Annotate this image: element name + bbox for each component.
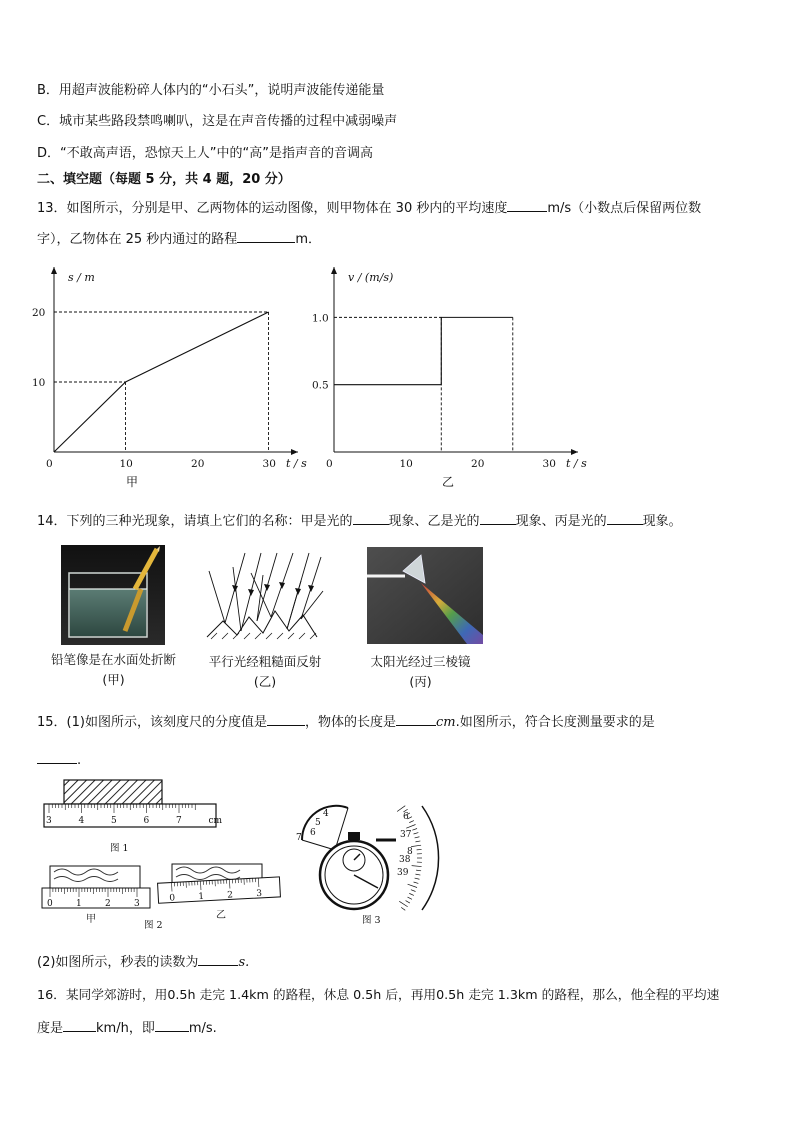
q14-text-a: 14．下列的三种光现象，请填上它们的名称：甲是光的 bbox=[37, 514, 353, 529]
prism-photo bbox=[367, 547, 483, 644]
figure-2-rulers bbox=[40, 860, 290, 935]
q15-text-d: 如图所示，秒表的读数为 bbox=[55, 955, 199, 970]
q13-line2 bbox=[37, 228, 321, 250]
q15-part1-tag: (1) bbox=[66, 715, 85, 730]
dial-mark-6: 6 bbox=[310, 828, 316, 838]
q15-end: . bbox=[77, 753, 82, 768]
q16-text-c: m/s. bbox=[188, 1021, 217, 1036]
chart-yi bbox=[310, 262, 600, 492]
scale-mark-6: 6 bbox=[403, 812, 409, 822]
figure-3-label: 图 3 bbox=[362, 915, 381, 926]
ruler-label: 7 bbox=[176, 816, 182, 826]
scale-tick bbox=[397, 806, 405, 812]
q15-part2 bbox=[37, 951, 249, 973]
figure-1-ruler bbox=[40, 775, 223, 857]
q14-text-c: 现象、丙是光的 bbox=[515, 514, 607, 529]
chart-name-label: 甲 bbox=[126, 475, 139, 489]
label-yi: 乙 bbox=[216, 910, 226, 921]
q15-text-a: 如图所示，该刻度尺的分度值是 bbox=[84, 715, 267, 730]
y-axis-arrow bbox=[51, 267, 57, 274]
scale-tick bbox=[409, 821, 414, 823]
reflected-ray bbox=[233, 567, 241, 631]
answer-blank[interactable] bbox=[155, 1017, 189, 1032]
caption-bing-label: (丙) bbox=[409, 674, 432, 689]
arrow-icon bbox=[232, 585, 238, 592]
arrow-icon bbox=[279, 582, 285, 589]
answer-blank[interactable] bbox=[607, 510, 643, 525]
scale-tick bbox=[401, 907, 405, 910]
caption-yi: 平行光经粗糙面反射 bbox=[208, 654, 322, 669]
caption-jia-label: (甲) bbox=[102, 672, 125, 687]
unit-cm: cm bbox=[436, 715, 456, 730]
surface-hatch bbox=[299, 633, 305, 639]
unit-s: s. bbox=[238, 955, 250, 970]
pencil-beaker-photo bbox=[61, 545, 165, 645]
surface-hatch bbox=[222, 633, 228, 639]
ruler-label: 3 bbox=[256, 888, 263, 900]
ruler-label: 5 bbox=[111, 816, 117, 826]
x-tick-label: 30 bbox=[262, 458, 276, 470]
ruler-label: 3 bbox=[46, 816, 52, 826]
q16-text-a: 度是 bbox=[37, 1021, 64, 1036]
answer-blank[interactable] bbox=[507, 197, 547, 212]
q14-text-d: 现象。 bbox=[642, 514, 682, 529]
q16-text-b: km/h，即 bbox=[96, 1021, 155, 1036]
scale-tick bbox=[399, 901, 407, 906]
y-axis-label: s / m bbox=[68, 271, 95, 284]
q16-line2 bbox=[37, 1017, 217, 1039]
ruler-label: 2 bbox=[105, 899, 111, 909]
scale-tick bbox=[414, 833, 419, 834]
ruler-label: 6 bbox=[143, 816, 150, 826]
q13-text-d: m． bbox=[295, 232, 321, 247]
caption-jia: 铅笔像是在水面处折断 bbox=[50, 652, 176, 667]
reflected-ray bbox=[251, 573, 271, 617]
diffuse-reflection-diagram bbox=[205, 551, 325, 641]
x-axis-arrow bbox=[291, 449, 298, 455]
answer-blank[interactable] bbox=[267, 711, 305, 726]
dial-mark-4: 4 bbox=[323, 809, 329, 819]
surface-hatch bbox=[255, 633, 261, 639]
figure-1-label: 图 1 bbox=[110, 843, 129, 854]
q15-part2-tag: (2) bbox=[37, 955, 56, 970]
x-axis-arrow bbox=[571, 449, 578, 455]
q14-text-b: 现象、乙是光的 bbox=[388, 514, 480, 529]
ruler-label: 3 bbox=[134, 899, 140, 909]
q15-line1 bbox=[37, 711, 655, 733]
scale-tick bbox=[408, 884, 417, 887]
y-tick-label: 1.0 bbox=[312, 312, 329, 325]
ruler-label: 0 bbox=[47, 899, 53, 909]
answer-blank[interactable] bbox=[480, 510, 516, 525]
answer-blank[interactable] bbox=[353, 510, 389, 525]
surface-hatch bbox=[244, 633, 250, 639]
scale-tick bbox=[415, 841, 420, 842]
arrow-icon bbox=[264, 584, 270, 591]
answer-blank[interactable] bbox=[37, 749, 77, 764]
label-jia: 甲 bbox=[86, 914, 96, 925]
q15-text-b: ，物体的长度是 bbox=[304, 715, 396, 730]
y-tick-label: 20 bbox=[32, 307, 46, 319]
q13-text-b: m/s（小数点后保留两位数 bbox=[547, 201, 702, 216]
scale-mark-39: 39 bbox=[397, 868, 409, 878]
dial-mark-7: 7 bbox=[296, 833, 302, 843]
y-tick-label: 0.5 bbox=[312, 379, 329, 392]
ruler-label: 0 bbox=[169, 893, 176, 904]
scale-mark-8: 8 bbox=[407, 847, 413, 857]
caption-yi-label: (乙) bbox=[253, 674, 277, 689]
scale-mark-38: 38 bbox=[399, 855, 411, 865]
ruler-label: 2 bbox=[227, 890, 234, 901]
scale-tick bbox=[414, 882, 419, 883]
x-tick-label: 20 bbox=[471, 458, 485, 470]
scale-mark-37: 37 bbox=[400, 830, 412, 840]
q13-text-a: 13．如图所示，分别是甲、乙两物体的运动图像，则甲物体在 30 秒内的平均速度 bbox=[37, 201, 508, 216]
scale-tick bbox=[416, 870, 421, 871]
q15-line2 bbox=[37, 749, 81, 771]
q15-text-c: .如图所示，符合长度测量要求的是 bbox=[455, 715, 655, 730]
q13-text-c: 字），乙物体在 25 秒内通过的路程 bbox=[37, 232, 238, 247]
scale-tick bbox=[412, 829, 417, 831]
answer-blank[interactable] bbox=[237, 228, 295, 243]
scale-tick bbox=[411, 890, 416, 892]
scale-tick bbox=[406, 824, 415, 828]
q14-line bbox=[37, 510, 682, 532]
option-d: D．“不敢高声语，恐惊天上人”中的“高”是指声音的音调高 bbox=[37, 146, 373, 161]
scale-tick bbox=[408, 897, 412, 899]
surface-hatch bbox=[288, 633, 294, 639]
ruler-label: 4 bbox=[78, 816, 85, 826]
answer-blank[interactable] bbox=[63, 1017, 96, 1032]
x-axis-label: t / s bbox=[286, 457, 307, 470]
ruler-label: cm bbox=[208, 816, 223, 826]
ruler-label: 1 bbox=[76, 899, 82, 909]
arrow-icon bbox=[308, 585, 314, 592]
reflected-ray bbox=[301, 591, 323, 619]
surface-hatch bbox=[211, 633, 217, 639]
scale-tick bbox=[415, 878, 420, 879]
y-axis-arrow bbox=[331, 267, 337, 274]
arrow-icon bbox=[295, 588, 301, 595]
figure-2-label: 图 2 bbox=[144, 920, 163, 931]
scale-tick bbox=[412, 866, 422, 867]
scale-tick bbox=[409, 893, 414, 895]
series-line bbox=[334, 317, 513, 384]
x-axis-label: t / s bbox=[566, 457, 587, 470]
reflected-ray bbox=[209, 571, 225, 623]
option-b: B．用超声波能粉碎人体内的“小石头”，说明声波能传递能量 bbox=[37, 83, 385, 98]
scale-tick bbox=[406, 901, 410, 904]
reflected-ray bbox=[287, 581, 301, 629]
option-c: C．城市某些路段禁鸣喇叭，这是在声音传播的过程中减弱噪声 bbox=[37, 114, 398, 129]
answer-blank[interactable] bbox=[396, 711, 436, 726]
q13-line1 bbox=[37, 197, 701, 219]
q16-line1: 16．某同学郊游时，用0.5h 走完 1.4km 的路程，休息 0.5h 后，再用0.5h 走完 1.3km 的路程，那么，他全程的平均速 bbox=[37, 987, 720, 1002]
dial-mark-5: 5 bbox=[315, 818, 321, 828]
surface-hatch bbox=[310, 633, 316, 639]
y-tick-label: 10 bbox=[32, 377, 46, 389]
caption-bing: 太阳光经过三棱镜 bbox=[370, 654, 471, 669]
chart-name-label: 乙 bbox=[442, 475, 455, 489]
scale-tick bbox=[415, 874, 420, 875]
x-tick-label: 0 bbox=[46, 458, 53, 470]
x-tick-label: 0 bbox=[326, 458, 333, 470]
rough-surface bbox=[207, 611, 317, 637]
x-tick-label: 20 bbox=[191, 458, 205, 470]
x-tick-label: 10 bbox=[399, 458, 413, 470]
ruler-label: 1 bbox=[198, 891, 205, 903]
figure-3-stopwatch bbox=[290, 800, 450, 930]
y-axis-label: v / (m/s) bbox=[348, 271, 394, 284]
surface-hatch bbox=[277, 633, 283, 639]
section-title: 二、填空题（每题 5 分，共 4 题，20 分） bbox=[37, 172, 291, 187]
x-tick-label: 30 bbox=[542, 458, 556, 470]
x-tick-label: 10 bbox=[119, 458, 133, 470]
chart-jia bbox=[30, 262, 320, 492]
answer-blank[interactable] bbox=[198, 951, 238, 966]
surface-hatch bbox=[266, 633, 272, 639]
scale-tick bbox=[415, 837, 420, 838]
arrow-icon bbox=[248, 589, 254, 596]
q15-number: 15． bbox=[37, 715, 67, 730]
